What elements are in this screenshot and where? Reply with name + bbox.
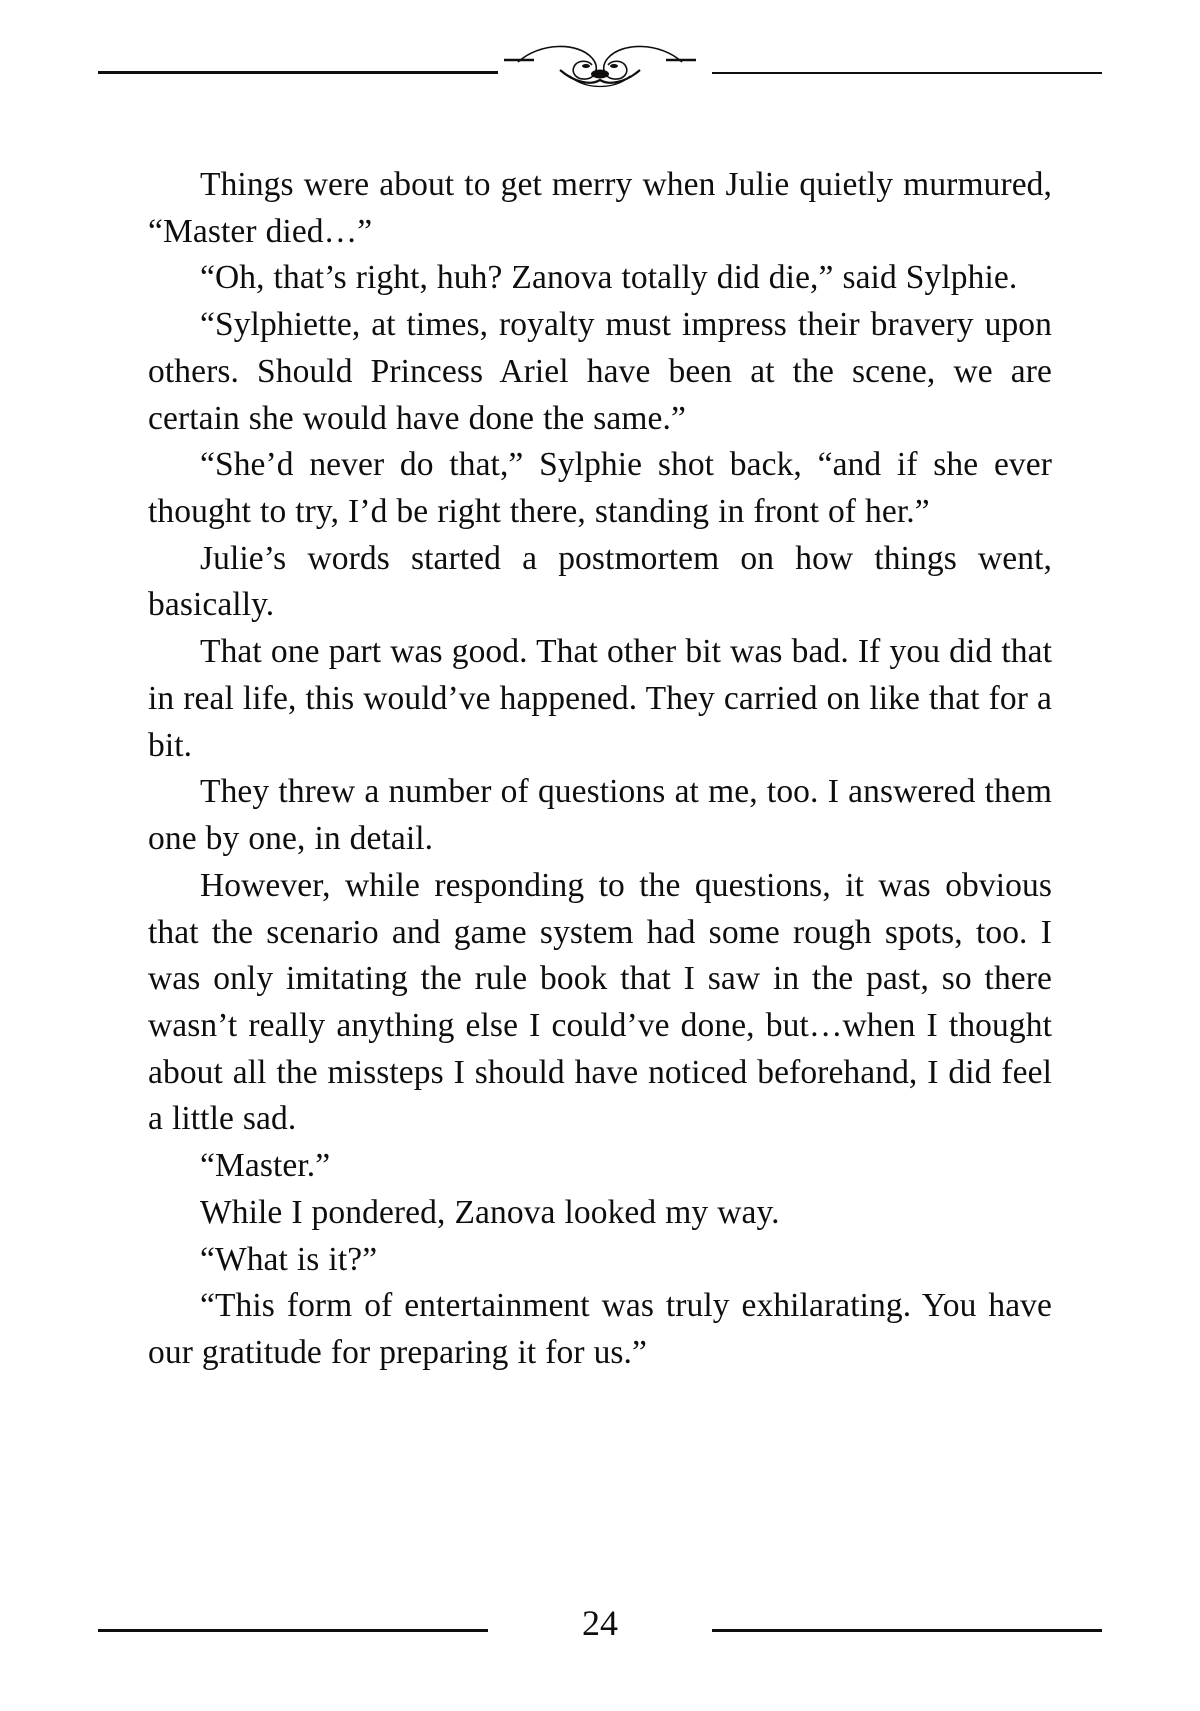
paragraph: “Master.” <box>200 1147 331 1185</box>
page-footer <box>0 1561 1200 1711</box>
paragraph: Julie’s words started a postmortem on how things went, basically. <box>148 539 1052 624</box>
paragraph: “What is it?” <box>200 1240 378 1278</box>
paragraph: “She’d never do that,” Sylphie shot back, “and if she ever thought to try, I’d be right there, standing in front of her.” <box>148 446 1052 531</box>
paragraph: “Oh, that’s right, huh? Zanova totally did die,” said Sylphie. <box>200 259 1018 297</box>
paragraph: They threw a number of questions at me, too. I answered them one by one, in detail. <box>148 773 1052 858</box>
page-number: 24 <box>582 1603 618 1643</box>
page-header-ornament <box>0 0 1200 110</box>
header-rule-left <box>98 72 498 74</box>
paragraph: However, while responding to the questions, it was obvious that the scenario and game system had some rough spots, too. I was only imitating the rule book that I saw in the past, so there wasn’t really anything else I could’ve done, but…when I thought about all the missteps I should have noticed beforehand, I did feel a little sad. <box>148 866 1052 1138</box>
flourish-divider-icon <box>500 36 700 106</box>
page-body-text <box>0 110 1200 1561</box>
paragraph: Things were about to get merry when Julie quietly murmured, “Master died…” <box>148 166 1052 250</box>
paragraph: While I pondered, Zanova looked my way. <box>200 1193 780 1231</box>
header-rule-right <box>712 72 1102 74</box>
paragraph: That one part was good. That other bit was bad. If you did that in real life, this would’ve happened. They carried on like that for a bit. <box>148 633 1052 764</box>
paragraph: “This form of entertainment was truly exhilarating. You have our gratitude for preparing it for us.” <box>148 1287 1052 1371</box>
paragraph: “Sylphiette, at times, royalty must impress their bravery upon others. Should Princess Ariel have been at the scene, we are certain she would have done the same.” <box>148 306 1052 437</box>
